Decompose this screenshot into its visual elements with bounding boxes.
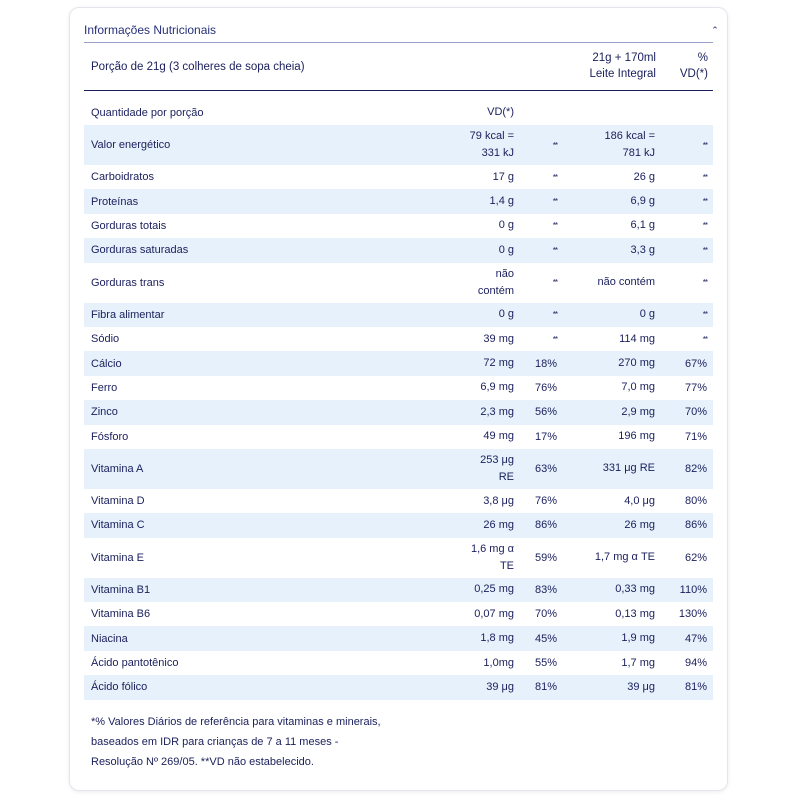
- subheader-label: Quantidade por porção: [91, 106, 204, 119]
- mix-value: 331 μg RE: [602, 462, 655, 475]
- portion-vd: 55%: [534, 657, 557, 670]
- portion-vd: 86%: [534, 519, 557, 532]
- table-row: [84, 651, 713, 675]
- nutrient-name: Vitamina C: [91, 519, 145, 532]
- table-row: [84, 449, 713, 489]
- portion-vd: 56%: [534, 406, 557, 419]
- nutrient-name: Carboidratos: [91, 171, 154, 184]
- portion-value: 0 g: [498, 243, 514, 256]
- mix-value: 2,9 mg: [621, 405, 655, 418]
- mix-value: 196 mg: [618, 430, 655, 443]
- portion-value: 49 mg: [483, 430, 514, 443]
- mix-value: 4,0 μg: [624, 494, 655, 507]
- mix-value: 6,1 g: [630, 219, 655, 232]
- chevron-up-icon[interactable]: ⌃: [711, 25, 719, 35]
- portion-value: 1,8 mg: [480, 632, 514, 645]
- footnote-line3: Resolução Nº 269/05. **VD não estabelecido.: [91, 756, 314, 768]
- portion-vd: **: [552, 172, 557, 182]
- vd-header-line2: VD(*): [679, 68, 708, 80]
- table-row: [84, 125, 713, 165]
- mix-value: 6,9 g: [630, 195, 655, 208]
- table-row: [84, 165, 713, 189]
- mix-value: 1,7 mg: [621, 656, 655, 669]
- mix-vd: 86%: [684, 519, 707, 532]
- mix-value: 0,33 mg: [615, 583, 655, 596]
- portion-vd: 17%: [534, 430, 557, 443]
- portion-value: 253 μg RE: [480, 453, 514, 483]
- nutrient-name: Gorduras totais: [91, 219, 167, 232]
- portion-value: 72 mg: [483, 357, 514, 370]
- mix-value: 3,3 g: [630, 243, 655, 256]
- nutrient-name: Ácido fólico: [91, 681, 148, 694]
- mix-vd: 81%: [684, 681, 707, 694]
- mix-vd: 71%: [684, 430, 707, 443]
- mix-vd: 62%: [684, 551, 707, 564]
- nutrient-name: Vitamina B1: [91, 583, 151, 596]
- table-row: [84, 602, 713, 626]
- portion-value: 0,25 mg: [474, 583, 514, 596]
- portion-vd: 63%: [534, 462, 557, 475]
- portion-vd: **: [552, 197, 557, 207]
- table-row: [84, 538, 713, 578]
- portion-value: 0 g: [498, 219, 514, 232]
- portion-vd: **: [552, 245, 557, 255]
- footnote-line1: *% Valores Diários de referência para vitaminas e minerais,: [91, 716, 381, 728]
- mix-value: 7,0 mg: [621, 381, 655, 394]
- nutrient-name: Gorduras saturadas: [91, 244, 189, 257]
- mix-value: 0 g: [639, 308, 655, 321]
- mix-vd: 70%: [684, 406, 707, 419]
- portion-value: 26 mg: [483, 518, 514, 531]
- portion-vd: 59%: [534, 551, 557, 564]
- portion-value: 0 g: [498, 308, 514, 321]
- nutrient-name: Gorduras trans: [91, 276, 165, 289]
- mix-vd: **: [702, 278, 707, 288]
- portion-value: 0,07 mg: [474, 607, 514, 620]
- portion-vd: **: [552, 310, 557, 320]
- portion-value: 1,4 g: [489, 195, 514, 208]
- portion-vd: 83%: [534, 583, 557, 596]
- nutrient-name: Cálcio: [91, 357, 122, 370]
- table-row: [84, 626, 713, 650]
- nutrient-name: Ácido pantotênico: [91, 657, 179, 670]
- mix-value: 1,9 mg: [621, 632, 655, 645]
- nutrient-name: Proteínas: [91, 195, 139, 208]
- portion-value: 39 μg: [486, 680, 514, 693]
- nutrient-name: Valor energético: [91, 139, 171, 151]
- subheader-row: [84, 100, 713, 125]
- nutrient-name: Vitamina D: [91, 495, 145, 508]
- table-row: [84, 425, 713, 449]
- vd-header-line1: %: [697, 52, 708, 64]
- nutrient-name: Vitamina E: [91, 551, 144, 564]
- portion-vd: **: [552, 278, 557, 288]
- portion-vd: 76%: [534, 381, 557, 394]
- mix-vd: **: [702, 197, 707, 207]
- panel-title: Informações Nutricionais: [84, 23, 217, 37]
- mix-header-line1: 21g + 170ml: [592, 52, 656, 64]
- portion-value: 17 g: [492, 170, 514, 183]
- mix-vd: 94%: [684, 657, 707, 670]
- portion-label: Porção de 21g (3 colheres de sopa cheia): [91, 61, 305, 73]
- mix-value: 26 g: [633, 170, 655, 183]
- table-row: [84, 400, 713, 424]
- header-divider: [84, 90, 713, 91]
- portion-vd: 76%: [534, 495, 557, 508]
- portion-value: 3,8 μg: [483, 494, 514, 507]
- mix-value: 26 mg: [624, 518, 655, 531]
- portion-vd: **: [552, 334, 557, 344]
- mix-vd: 110%: [679, 583, 707, 596]
- mix-vd: **: [702, 172, 707, 182]
- nutrient-name: Sódio: [91, 333, 120, 346]
- mix-vd: 130%: [678, 608, 707, 621]
- portion-value: 1,6 mg α TE: [470, 542, 514, 572]
- title-divider: [84, 42, 713, 43]
- portion-value: 1,0mg: [483, 656, 514, 669]
- portion-value: 39 mg: [483, 332, 514, 345]
- nutrient-name: Niacina: [91, 632, 128, 645]
- mix-vd: 77%: [684, 381, 707, 394]
- footnote-line2: baseados em IDR para crianças de 7 a 11 meses -: [91, 736, 339, 748]
- nutrient-name: Vitamina A: [91, 462, 144, 475]
- mix-header-line2: Leite Integral: [589, 68, 656, 80]
- panel-header[interactable]: [84, 20, 720, 40]
- footnote: [91, 712, 451, 772]
- table-row: [84, 513, 713, 537]
- nutrient-name: Zinco: [91, 406, 118, 419]
- mix-vd: **: [702, 140, 707, 150]
- portion-value: 2,3 mg: [480, 405, 514, 418]
- table-row: [84, 351, 713, 375]
- mix-value: 270 mg: [618, 357, 655, 370]
- nutrition-table: [84, 100, 713, 700]
- table-row: [84, 578, 713, 602]
- mix-value: 114 mg: [619, 332, 655, 345]
- table-row: [84, 327, 713, 351]
- portion-value: 79 kcal = 331 kJ: [469, 130, 514, 159]
- nutrient-name: Ferro: [91, 381, 118, 394]
- mix-vd: **: [702, 310, 707, 320]
- mix-vd: 80%: [684, 495, 707, 508]
- mix-value: 0,13 mg: [615, 607, 655, 620]
- mix-value: 39 μg: [627, 680, 655, 693]
- mix-vd: 47%: [684, 632, 707, 645]
- portion-vd: 45%: [534, 632, 557, 645]
- nutrient-name: Fósforo: [91, 430, 129, 443]
- mix-vd: **: [702, 334, 707, 344]
- mix-vd: **: [702, 221, 707, 231]
- portion-vd: **: [552, 221, 557, 231]
- mix-vd: **: [702, 245, 707, 255]
- mix-value: 186 kcal = 781 kJ: [604, 130, 655, 159]
- table-row: [84, 489, 713, 513]
- portion-value: não contém: [477, 267, 514, 297]
- vd-column-header: [662, 50, 708, 86]
- mix-vd: 82%: [684, 462, 707, 475]
- portion-vd: 81%: [534, 681, 557, 694]
- table-row: [84, 189, 713, 213]
- nutrient-name: Fibra alimentar: [91, 308, 165, 321]
- portion-vd: 18%: [534, 357, 557, 370]
- portion-vd: **: [552, 140, 557, 150]
- table-row: [84, 376, 713, 400]
- portion-value: 6,9 mg: [480, 381, 514, 394]
- subheader-vd: VD(*): [487, 106, 514, 118]
- portion-vd: 70%: [534, 608, 557, 621]
- mix-value: não contém: [597, 276, 655, 289]
- mix-vd: 67%: [684, 357, 707, 370]
- table-row: [84, 263, 713, 303]
- nutrient-name: Vitamina B6: [91, 608, 151, 621]
- table-row: [84, 214, 713, 238]
- table-row: [84, 238, 713, 262]
- mix-column-header: [560, 50, 656, 86]
- table-row: [84, 303, 713, 327]
- mix-value: 1,7 mg α TE: [594, 551, 655, 564]
- table-row: [84, 675, 713, 699]
